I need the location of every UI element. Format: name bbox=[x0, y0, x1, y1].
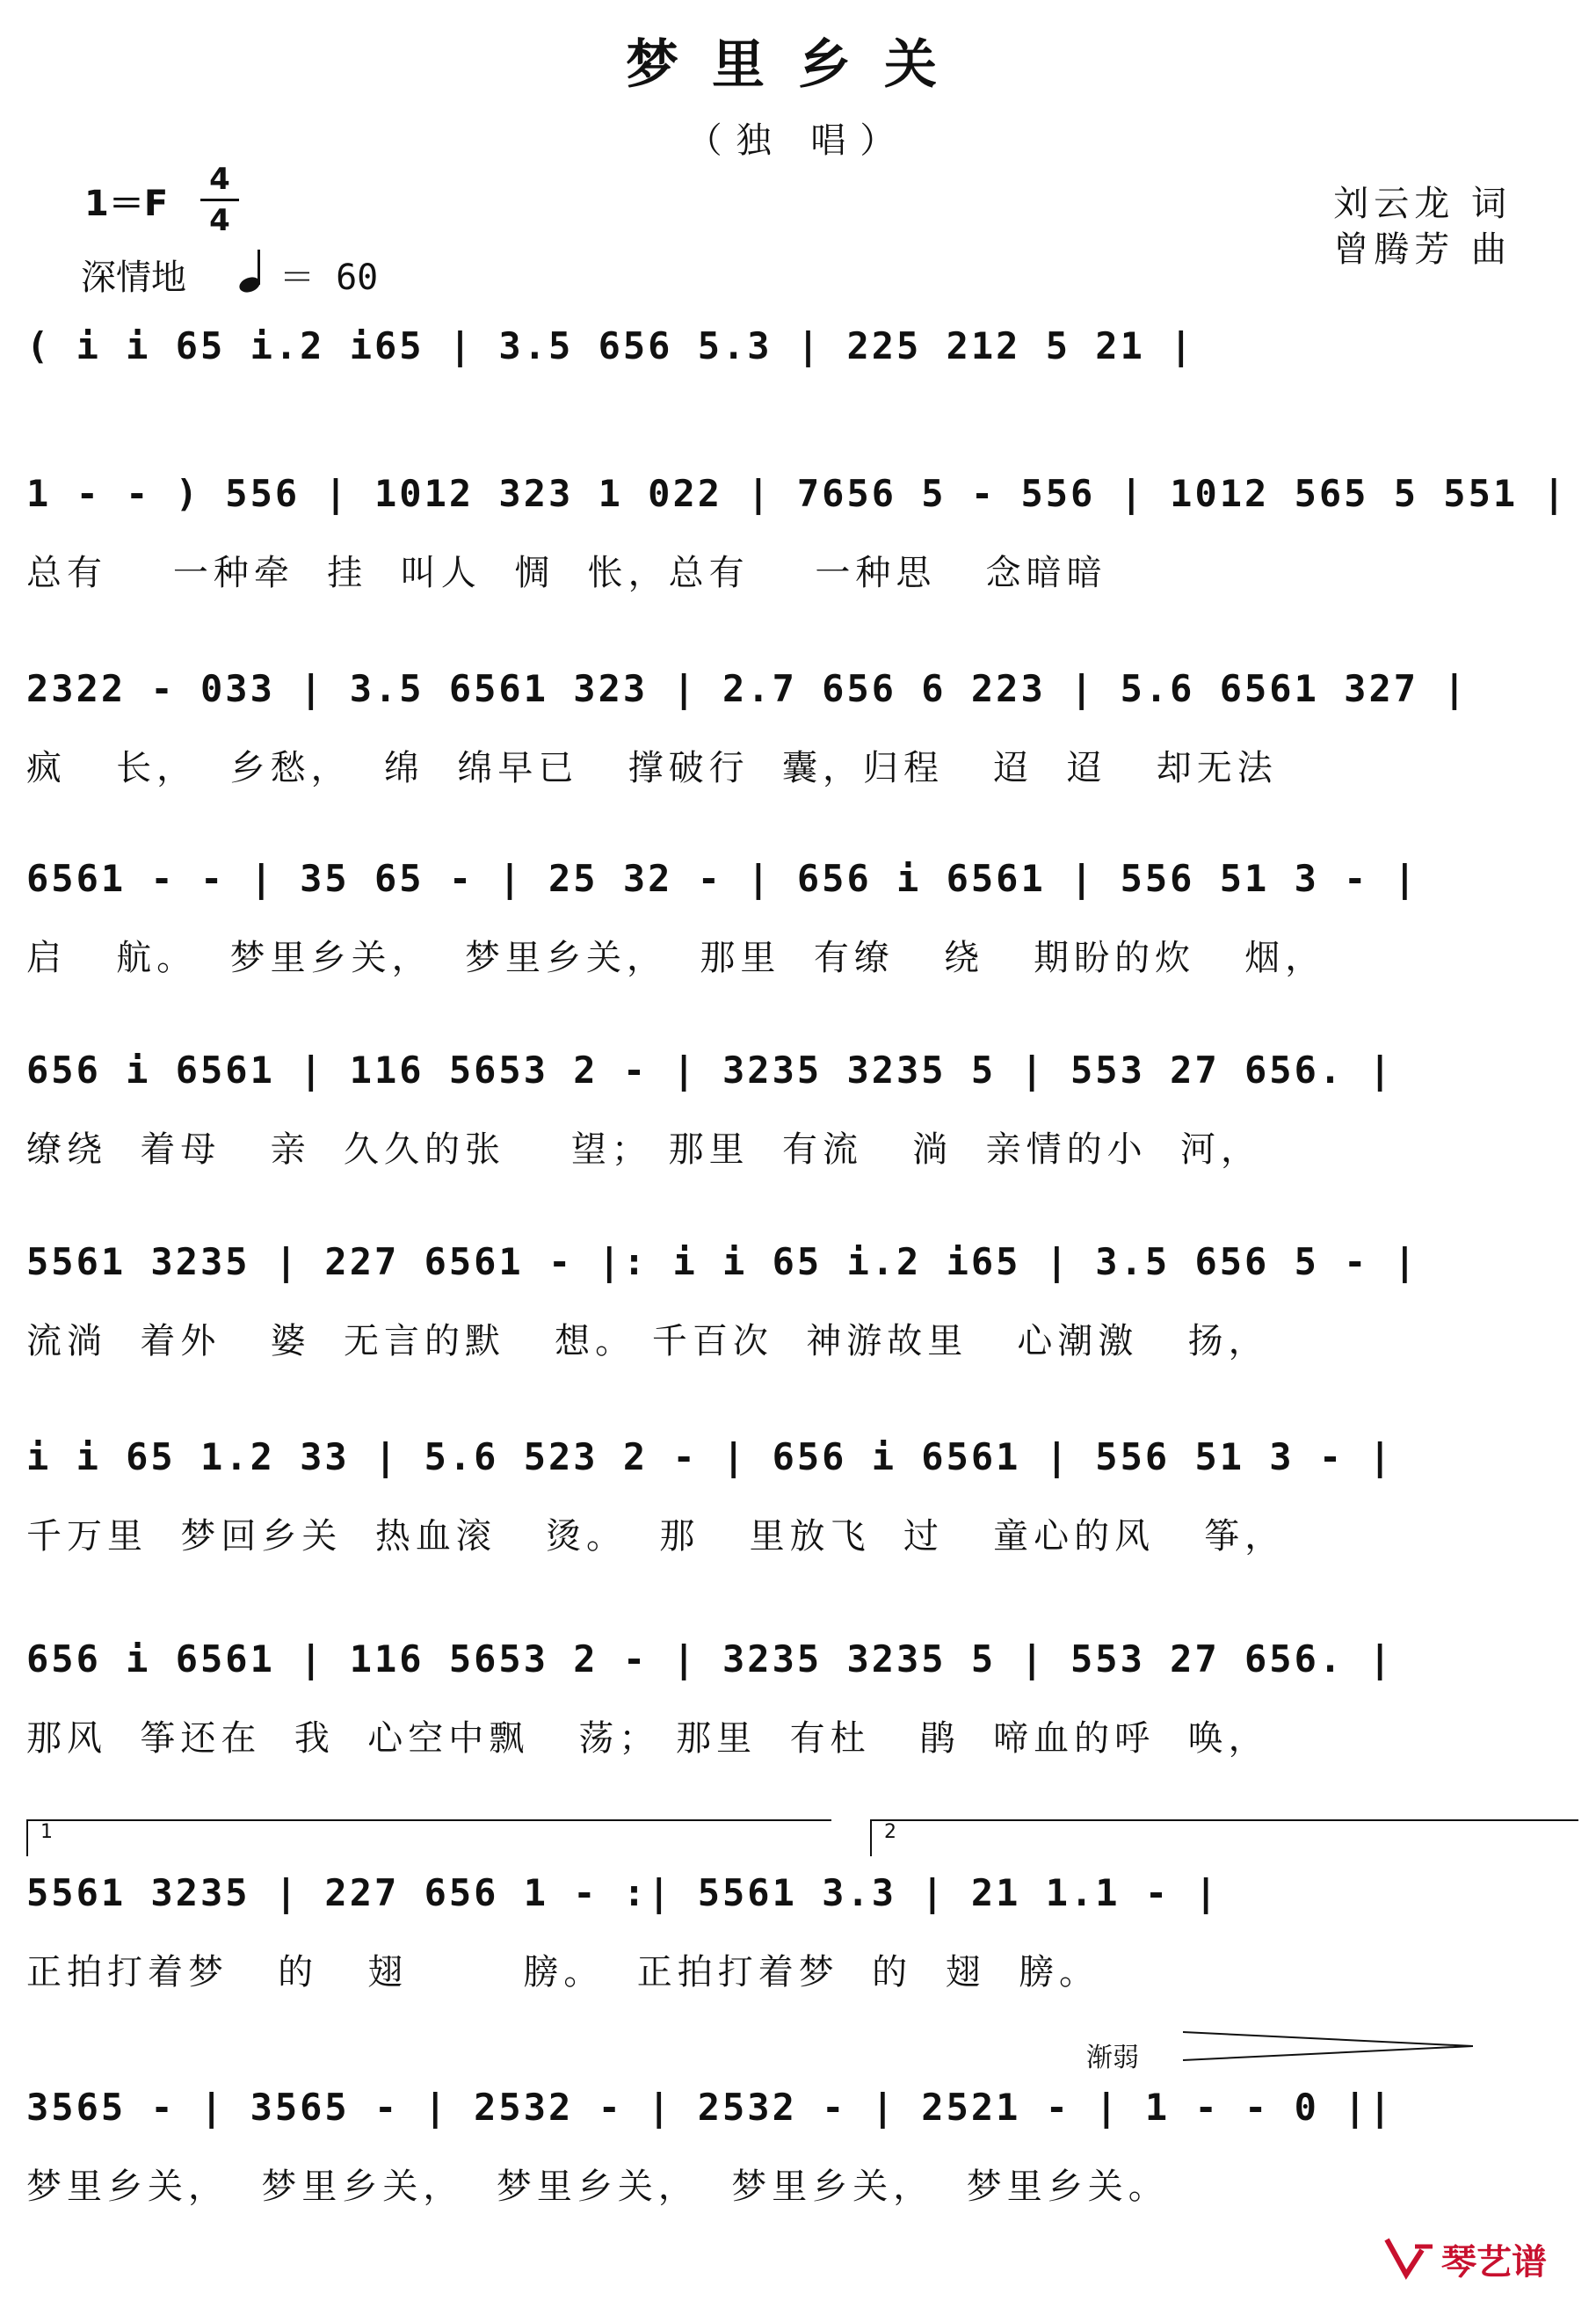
notation-line: 5561 3235 | 227 6561 - |: i i 65 i.2 i65 | 3.5 656 5 - | bbox=[26, 1240, 1419, 1283]
lyrics-line: 那风 筝还在 我 心空中飘 荡； 那里 有杜 鹃 啼血的呼 唤， bbox=[26, 1718, 1269, 1759]
system-7 bbox=[26, 1433, 1573, 1558]
notation-line: 6561 - - | 35 65 - | 25 32 - | 656 i 6561 | 556 51 3 - | bbox=[26, 857, 1419, 900]
system-2 bbox=[26, 469, 1573, 595]
key-signature: 1＝F bbox=[84, 184, 169, 224]
volta-first: 1 bbox=[26, 1819, 831, 1856]
system-9 bbox=[26, 1869, 1573, 1994]
credits bbox=[1333, 181, 1512, 272]
lyrics-line: 正拍打着梦 的 翅 膀。 正拍打着梦 的 翅 膀。 bbox=[26, 1952, 1100, 1993]
volta-second: 2 bbox=[870, 1819, 1578, 1856]
system-6 bbox=[26, 1238, 1573, 1363]
lyricist: 刘云龙 词 bbox=[1333, 184, 1512, 224]
time-signature bbox=[200, 162, 239, 238]
lyrics-line: 疯 长， 乡愁， 绵 绵早已 撑破行 囊，归程 迢 迢 却无法 bbox=[26, 748, 1278, 788]
decrescendo-hairpin-icon bbox=[1183, 2029, 1473, 2064]
notation-line: 2322 - 033 | 3.5 6561 323 | 2.7 656 6 223 | 5.6 6561 327 | bbox=[26, 667, 1469, 710]
composer: 曾腾芳 曲 bbox=[1333, 229, 1512, 270]
time-signature-top: 4 bbox=[209, 162, 230, 197]
song-title: 梦里乡关 bbox=[626, 34, 970, 96]
notation-line: i i 65 1.2 33 | 5.6 523 2 - | 656 i 6561 | 556 51 3 - | bbox=[26, 1435, 1394, 1478]
lyrics-line: 千万里 梦回乡关 热血滚 烫。 那 里放飞 过 童心的风 筝， bbox=[26, 1516, 1286, 1557]
notation-line: ( i i 65 i.2 i65 | 3.5 656 5.3 | 225 212 5 21 | bbox=[26, 324, 1195, 367]
lyrics-line: 总有 一种牵 挂 叫人 惆 怅，总有 一种思 念暗暗 bbox=[26, 553, 1107, 593]
system-3 bbox=[26, 664, 1573, 790]
watermark-text: 琴艺谱 bbox=[1441, 2242, 1547, 2283]
system-5 bbox=[26, 1046, 1573, 1172]
notation-line: 3565 - | 3565 - | 2532 - | 2532 - | 2521 - | 1 - - 0 || bbox=[26, 2086, 1394, 2129]
tempo-value: ＝ 60 bbox=[279, 258, 379, 298]
notation-line: 1 - - ) 556 | 1012 323 1 022 | 7656 5 - 556 | 1012 565 5 551 | bbox=[26, 472, 1568, 515]
notation-line: 656 i 6561 | 116 5653 2 - | 3235 3235 5 | 553 27 656. | bbox=[26, 1049, 1394, 1092]
dynamics-dim: 渐弱 bbox=[1086, 2043, 1139, 2073]
tempo-expression: 深情地 bbox=[81, 258, 186, 298]
song-subtitle: （独 唱） bbox=[686, 120, 910, 161]
lyrics-line: 流淌 着外 婆 无言的默 想。 千百次 神游故里 心潮激 扬， bbox=[26, 1321, 1269, 1361]
system-8 bbox=[26, 1635, 1573, 1760]
lyrics-line: 梦里乡关， 梦里乡关， 梦里乡关， 梦里乡关， 梦里乡关。 bbox=[26, 2167, 1169, 2207]
system-4 bbox=[26, 854, 1573, 980]
time-signature-bottom: 4 bbox=[209, 203, 230, 238]
system-10 bbox=[26, 2083, 1573, 2209]
lyrics-line: 缭绕 着母 亲 久久的张 望； 那里 有流 淌 亲情的小 河， bbox=[26, 1129, 1262, 1170]
notation-line: 656 i 6561 | 116 5653 2 - | 3235 3235 5 | 553 27 656. | bbox=[26, 1637, 1394, 1680]
quarter-note-icon bbox=[236, 246, 278, 295]
lyrics-line: 启 航。 梦里乡关， 梦里乡关， 那里 有缭 绕 期盼的炊 烟， bbox=[26, 938, 1326, 978]
notation-line: 5561 3235 | 227 656 1 - :| 5561 3.3 | 21 1.1 - | bbox=[26, 1871, 1220, 1914]
system-1 bbox=[26, 322, 1573, 397]
